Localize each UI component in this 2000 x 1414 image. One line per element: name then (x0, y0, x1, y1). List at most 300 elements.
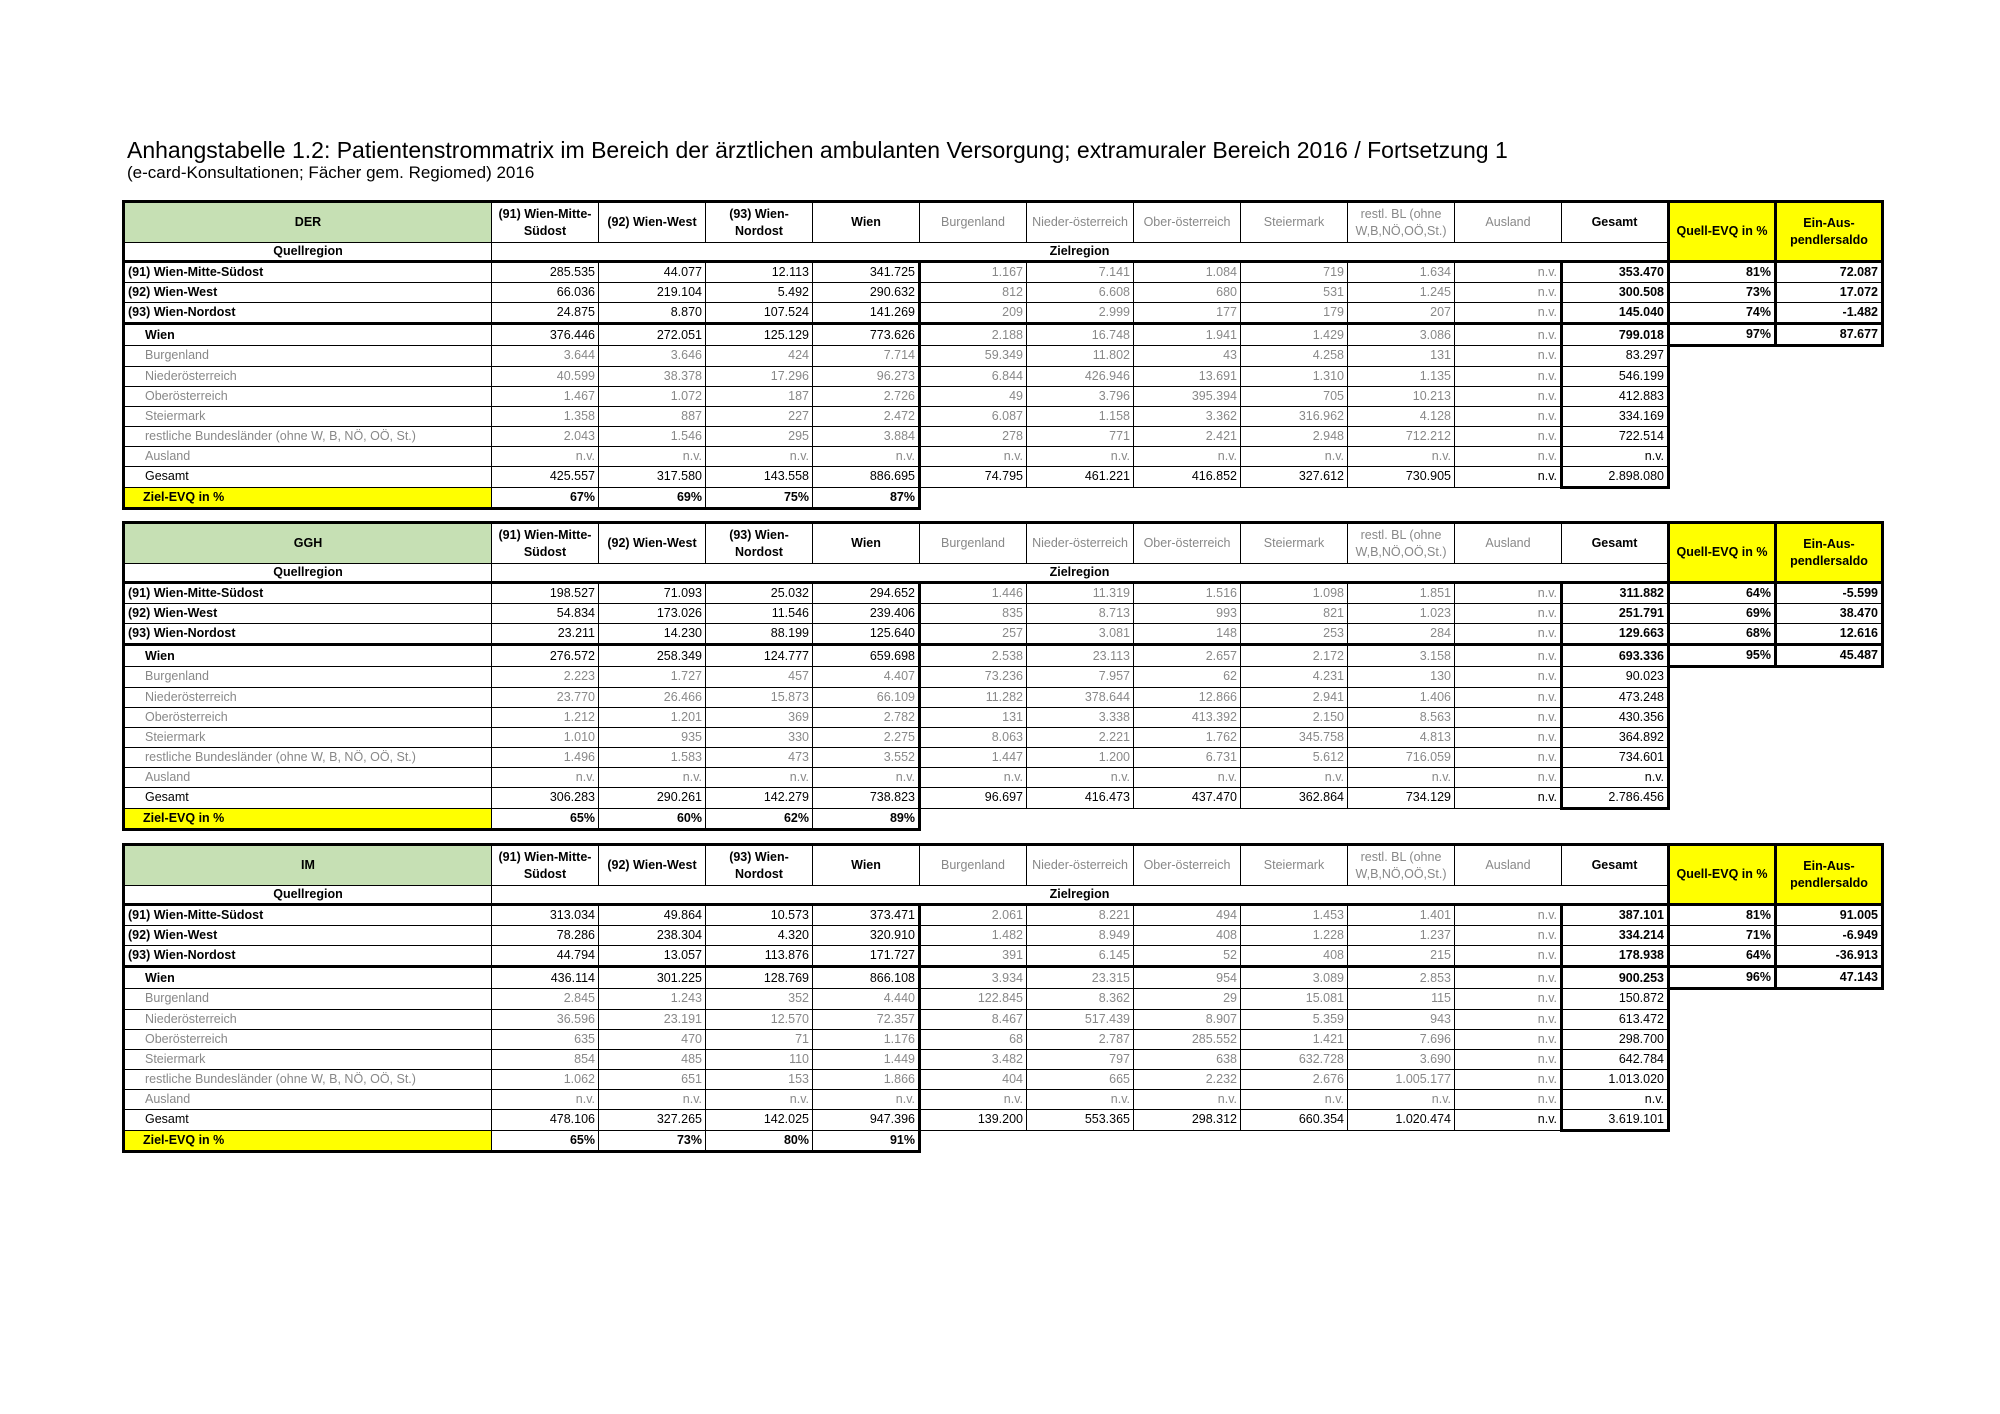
row-label: (91) Wien-Mitte-Südost (124, 262, 492, 283)
table-cell: 78.286 (492, 926, 599, 946)
table-cell: 680 (1134, 283, 1241, 303)
table-cell: 36.596 (492, 1009, 599, 1029)
table-cell: n.v. (1455, 989, 1562, 1010)
table-code: IM (124, 845, 492, 886)
row-label: Gesamt (124, 466, 492, 487)
table-cell: n.v. (706, 446, 813, 466)
table-cell: n.v. (1455, 667, 1562, 688)
table-cell: n.v. (1455, 767, 1562, 787)
table-cell: 285.535 (492, 262, 599, 283)
table-cell: 2.845 (492, 989, 599, 1010)
table-cell: 25.032 (706, 583, 813, 604)
table-cell: 1.167 (920, 262, 1027, 283)
table-cell: 2.538 (920, 645, 1027, 667)
row-label: Niederösterreich (124, 1009, 492, 1029)
table-cell: 4.320 (706, 926, 813, 946)
column-header-c11: Gesamt (1562, 523, 1669, 564)
row-label: Wien (124, 645, 492, 667)
table-row (124, 446, 1883, 466)
table-cell: 3.884 (813, 426, 920, 446)
table-cell: 143.558 (706, 466, 813, 487)
empty-cell (1669, 1009, 1776, 1029)
empty-cell (1027, 808, 1134, 829)
matrix-table-ggh (122, 521, 1877, 831)
empty-cell (1562, 808, 1669, 829)
table-cell: 1.005.177 (1348, 1069, 1455, 1089)
row-label: restliche Bundesländer (ohne W, B, NÖ, OÖ, St.) (124, 747, 492, 767)
table-cell: 1.072 (599, 386, 706, 406)
empty-cell (1134, 808, 1241, 829)
table-cell: 178.938 (1562, 946, 1669, 967)
table-row (124, 283, 1883, 303)
table-cell: 12.866 (1134, 687, 1241, 707)
table-cell: 13.057 (599, 946, 706, 967)
table-cell: 11.802 (1027, 346, 1134, 367)
table-cell: 327.265 (599, 1109, 706, 1130)
table-cell: 797 (1027, 1049, 1134, 1069)
table-cell: 88.199 (706, 624, 813, 645)
table-cell: 73% (1669, 283, 1776, 303)
table-cell: 330 (706, 727, 813, 747)
table-cell: n.v. (1348, 767, 1455, 787)
table-cell: 5.359 (1241, 1009, 1348, 1029)
table-cell: 705 (1241, 386, 1348, 406)
empty-cell (1027, 487, 1134, 508)
column-header-c10: Ausland (1455, 523, 1562, 564)
table-cell: 96.697 (920, 787, 1027, 808)
table-cell: 66.109 (813, 687, 920, 707)
table-cell: n.v. (1455, 303, 1562, 324)
table-cell: 835 (920, 604, 1027, 624)
table-cell: n.v. (1455, 446, 1562, 466)
table-cell: 72.087 (1776, 262, 1883, 283)
empty-cell (1027, 1130, 1134, 1151)
table-cell: n.v. (1562, 446, 1669, 466)
table-cell: 1.546 (599, 426, 706, 446)
empty-cell (1776, 1049, 1883, 1069)
table-row (124, 787, 1883, 808)
table-cell: 5.612 (1241, 747, 1348, 767)
ziel-evq-value: 73% (599, 1130, 706, 1151)
table-cell: 1.482 (920, 926, 1027, 946)
table-cell: n.v. (1455, 645, 1562, 667)
table-cell: n.v. (1027, 767, 1134, 787)
row-label: (91) Wien-Mitte-Südost (124, 583, 492, 604)
column-header-c11: Gesamt (1562, 202, 1669, 243)
empty-cell (1348, 808, 1455, 829)
table-cell: n.v. (1455, 727, 1562, 747)
document-title: Anhangstabelle 1.2: Patientenstrommatrix im Bereich der ärztlichen ambulanten Versorgung; extramuraler Bereich 2016 / Fortsetzung 1 (127, 137, 1508, 163)
ziel-evq-value: 75% (706, 487, 813, 508)
table-cell: 131 (1348, 346, 1455, 367)
table-cell: 298.700 (1562, 1029, 1669, 1049)
table-cell: 8.870 (599, 303, 706, 324)
table-cell: 8.563 (1348, 707, 1455, 727)
table-row (124, 727, 1883, 747)
empty-cell (1669, 366, 1776, 386)
table-row (124, 767, 1883, 787)
table-cell: 334.169 (1562, 406, 1669, 426)
table-cell: 4.440 (813, 989, 920, 1010)
ziel-evq-row (124, 808, 1883, 829)
ziel-evq-value: 80% (706, 1130, 813, 1151)
row-label: restliche Bundesländer (ohne W, B, NÖ, OÖ, St.) (124, 1069, 492, 1089)
table-cell: 1.467 (492, 386, 599, 406)
column-header-c4: Wien (813, 202, 920, 243)
table-cell: 1.020.474 (1348, 1109, 1455, 1130)
table-cell: 24.875 (492, 303, 599, 324)
table-cell: 3.552 (813, 747, 920, 767)
table-cell: 62 (1134, 667, 1241, 688)
table-cell: 638 (1134, 1049, 1241, 1069)
table-cell: 632.728 (1241, 1049, 1348, 1069)
table-cell: 5.492 (706, 283, 813, 303)
table-cell: n.v. (1562, 1089, 1669, 1109)
empty-cell (920, 808, 1027, 829)
empty-cell (1776, 446, 1883, 466)
table-cell: 341.725 (813, 262, 920, 283)
column-header-c12: Quell-EVQ in % (1669, 523, 1776, 583)
quellregion-label: Quellregion (124, 564, 492, 583)
ziel-evq-label: Ziel-EVQ in % (124, 487, 492, 508)
table-cell: 177 (1134, 303, 1241, 324)
table-row (124, 667, 1883, 688)
table-cell: n.v. (813, 1089, 920, 1109)
table-row (124, 366, 1883, 386)
table-cell: 391 (920, 946, 1027, 967)
table-cell: 2.150 (1241, 707, 1348, 727)
table-cell: 10.573 (706, 905, 813, 926)
table-cell: n.v. (920, 1089, 1027, 1109)
column-header-c2: (92) Wien-West (599, 523, 706, 564)
table-cell: n.v. (1455, 604, 1562, 624)
empty-cell (1776, 1009, 1883, 1029)
table-cell: 215 (1348, 946, 1455, 967)
table-cell: 954 (1134, 967, 1241, 989)
table-cell: 95% (1669, 645, 1776, 667)
table-cell: 45.487 (1776, 645, 1883, 667)
table-cell: 2.657 (1134, 645, 1241, 667)
column-header-c13: Ein-Aus-pendlersaldo (1776, 845, 1883, 905)
column-header-c10: Ausland (1455, 202, 1562, 243)
row-label: Burgenland (124, 989, 492, 1010)
table-cell: n.v. (492, 767, 599, 787)
empty-cell (1669, 1029, 1776, 1049)
row-label: restliche Bundesländer (ohne W, B, NÖ, OÖ, St.) (124, 426, 492, 446)
row-label: Gesamt (124, 787, 492, 808)
ziel-evq-value: 91% (813, 1130, 920, 1151)
table-cell: 693.336 (1562, 645, 1669, 667)
row-label: Steiermark (124, 727, 492, 747)
column-header-c8: Steiermark (1241, 523, 1348, 564)
table-cell: 1.762 (1134, 727, 1241, 747)
table-cell: 812 (920, 283, 1027, 303)
table-cell: 81% (1669, 262, 1776, 283)
empty-cell (1669, 727, 1776, 747)
table-cell: 40.599 (492, 366, 599, 386)
table-cell: 1.447 (920, 747, 1027, 767)
table-cell: 11.282 (920, 687, 1027, 707)
table-cell: 3.644 (492, 346, 599, 367)
table-cell: n.v. (813, 446, 920, 466)
table-cell: n.v. (599, 1089, 706, 1109)
table-cell: 712.212 (1348, 426, 1455, 446)
column-header-c2: (92) Wien-West (599, 845, 706, 886)
table-cell: n.v. (920, 767, 1027, 787)
column-header-c7: Ober-österreich (1134, 202, 1241, 243)
table-cell: 7.141 (1027, 262, 1134, 283)
table-cell: n.v. (1455, 1089, 1562, 1109)
table-cell: 83.297 (1562, 346, 1669, 367)
column-header-c13: Ein-Aus-pendlersaldo (1776, 523, 1883, 583)
table-row (124, 687, 1883, 707)
table-cell: 362.864 (1241, 787, 1348, 808)
ziel-evq-value: 67% (492, 487, 599, 508)
empty-cell (1669, 687, 1776, 707)
table-cell: n.v. (1455, 346, 1562, 367)
matrix-table-im (122, 843, 1877, 1153)
table-cell: n.v. (1241, 767, 1348, 787)
empty-cell (1776, 787, 1883, 808)
table-cell: 13.691 (1134, 366, 1241, 386)
empty-cell (1348, 487, 1455, 508)
table-cell: n.v. (813, 767, 920, 787)
table-cell: 364.892 (1562, 727, 1669, 747)
table-cell: 207 (1348, 303, 1455, 324)
table-cell: 771 (1027, 426, 1134, 446)
table-cell: n.v. (1241, 1089, 1348, 1109)
row-label: (92) Wien-West (124, 604, 492, 624)
table-cell: 239.406 (813, 604, 920, 624)
empty-cell (1669, 989, 1776, 1010)
table-cell: 854 (492, 1049, 599, 1069)
table-cell: 71 (706, 1029, 813, 1049)
table-cell: 150.872 (1562, 989, 1669, 1010)
table-cell: 107.524 (706, 303, 813, 324)
table-cell: 1.516 (1134, 583, 1241, 604)
table-cell: 294.652 (813, 583, 920, 604)
table-cell: 1.866 (813, 1069, 920, 1089)
table-cell: 96.273 (813, 366, 920, 386)
table-cell: 97% (1669, 324, 1776, 346)
table-cell: 387.101 (1562, 905, 1669, 926)
table-cell: 430.356 (1562, 707, 1669, 727)
column-header-c8: Steiermark (1241, 845, 1348, 886)
table-cell: 311.882 (1562, 583, 1669, 604)
table-cell: n.v. (1455, 426, 1562, 446)
ziel-evq-row (124, 1130, 1883, 1151)
ziel-evq-row (124, 487, 1883, 508)
table-cell: n.v. (1455, 787, 1562, 808)
table-row (124, 1009, 1883, 1029)
table-cell: 327.612 (1241, 466, 1348, 487)
ziel-evq-value: 60% (599, 808, 706, 829)
ziel-evq-value: 69% (599, 487, 706, 508)
table-cell: 553.365 (1027, 1109, 1134, 1130)
table-cell: n.v. (1455, 406, 1562, 426)
table-cell: 17.072 (1776, 283, 1883, 303)
table-row (124, 1089, 1883, 1109)
column-header-c5: Burgenland (920, 845, 1027, 886)
table-cell: 153 (706, 1069, 813, 1089)
table-cell: 730.905 (1348, 466, 1455, 487)
table-cell: 16.748 (1027, 324, 1134, 346)
table-cell: 494 (1134, 905, 1241, 926)
table-cell: 3.646 (599, 346, 706, 367)
table-cell: n.v. (920, 446, 1027, 466)
empty-cell (1776, 1069, 1883, 1089)
table-cell: n.v. (1134, 446, 1241, 466)
column-header-c6: Nieder-österreich (1027, 523, 1134, 564)
table-cell: 8.907 (1134, 1009, 1241, 1029)
table-cell: 635 (492, 1029, 599, 1049)
quellregion-label: Quellregion (124, 243, 492, 262)
table-cell: 416.473 (1027, 787, 1134, 808)
table-cell: 124.777 (706, 645, 813, 667)
table-cell: 148 (1134, 624, 1241, 645)
table-cell: 290.261 (599, 787, 706, 808)
table-cell: n.v. (492, 446, 599, 466)
table-cell: 71.093 (599, 583, 706, 604)
table-cell: 1.941 (1134, 324, 1241, 346)
table-cell: 91.005 (1776, 905, 1883, 926)
table-cell: 298.312 (1134, 1109, 1241, 1130)
table-cell: n.v. (1241, 446, 1348, 466)
table-row (124, 386, 1883, 406)
table-cell: 1.243 (599, 989, 706, 1010)
table-cell: 6.844 (920, 366, 1027, 386)
table-cell: 74.795 (920, 466, 1027, 487)
table-cell: 1.401 (1348, 905, 1455, 926)
table-row (124, 926, 1883, 946)
table-cell: n.v. (1455, 1069, 1562, 1089)
empty-cell (1562, 1130, 1669, 1151)
empty-cell (1776, 1029, 1883, 1049)
empty-cell (1669, 1109, 1776, 1130)
table-cell: 96% (1669, 967, 1776, 989)
table-cell: 1.228 (1241, 926, 1348, 946)
empty-cell (1776, 767, 1883, 787)
table-cell: 2.172 (1241, 645, 1348, 667)
row-label: (91) Wien-Mitte-Südost (124, 905, 492, 926)
table-cell: n.v. (1027, 1089, 1134, 1109)
column-header-c2: (92) Wien-West (599, 202, 706, 243)
table-cell: 257 (920, 624, 1027, 645)
ziel-evq-value: 62% (706, 808, 813, 829)
zielregion-label: Zielregion (492, 564, 1669, 583)
row-label: (92) Wien-West (124, 926, 492, 946)
table-cell: 485 (599, 1049, 706, 1069)
table-cell: 26.466 (599, 687, 706, 707)
table-cell: n.v. (1455, 946, 1562, 967)
table-cell: 3.362 (1134, 406, 1241, 426)
table-cell: 993 (1134, 604, 1241, 624)
table-cell: 29 (1134, 989, 1241, 1010)
table-cell: 943 (1348, 1009, 1455, 1029)
table-cell: 44.077 (599, 262, 706, 283)
table-cell: -5.599 (1776, 583, 1883, 604)
table-cell: 142.025 (706, 1109, 813, 1130)
table-cell: 425.557 (492, 466, 599, 487)
table-cell: 10.213 (1348, 386, 1455, 406)
empty-cell (1562, 487, 1669, 508)
table-cell: 1.200 (1027, 747, 1134, 767)
table-cell: 129.663 (1562, 624, 1669, 645)
table-cell: 3.482 (920, 1049, 1027, 1069)
ziel-evq-value: 65% (492, 808, 599, 829)
column-header-c1: (91) Wien-Mitte-Südost (492, 202, 599, 243)
empty-cell (1455, 808, 1562, 829)
row-label: Ausland (124, 767, 492, 787)
table-cell: 12.113 (706, 262, 813, 283)
table-row (124, 905, 1883, 926)
zielregion-label: Zielregion (492, 243, 1669, 262)
table-cell: 1.010 (492, 727, 599, 747)
table-cell: 1.449 (813, 1049, 920, 1069)
empty-cell (1776, 707, 1883, 727)
table-cell: 416.852 (1134, 466, 1241, 487)
table-cell: 7.696 (1348, 1029, 1455, 1049)
table-cell: 1.634 (1348, 262, 1455, 283)
column-header-c13: Ein-Aus-pendlersaldo (1776, 202, 1883, 262)
ziel-evq-label: Ziel-EVQ in % (124, 808, 492, 829)
column-header-c3: (93) Wien-Nordost (706, 845, 813, 886)
table-cell: 6.608 (1027, 283, 1134, 303)
table-cell: n.v. (1455, 687, 1562, 707)
table-cell: 66.036 (492, 283, 599, 303)
document-subtitle: (e-card-Konsultationen; Fächer gem. Regiomed) 2016 (127, 163, 535, 182)
table-cell: 69% (1669, 604, 1776, 624)
table-cell: 278 (920, 426, 1027, 446)
table-cell: 272.051 (599, 324, 706, 346)
table-cell: 412.883 (1562, 386, 1669, 406)
table-cell: 49.864 (599, 905, 706, 926)
table-cell: n.v. (1455, 707, 1562, 727)
table-cell: 74% (1669, 303, 1776, 324)
table-cell: 2.221 (1027, 727, 1134, 747)
empty-cell (1669, 747, 1776, 767)
empty-cell (1669, 767, 1776, 787)
table-row (124, 624, 1883, 645)
row-label: Steiermark (124, 406, 492, 426)
ziel-evq-value: 65% (492, 1130, 599, 1151)
empty-cell (1134, 487, 1241, 508)
row-label: Oberösterreich (124, 707, 492, 727)
table-cell: 38.378 (599, 366, 706, 386)
table-cell: 378.644 (1027, 687, 1134, 707)
table-cell: 44.794 (492, 946, 599, 967)
table-cell: 2.853 (1348, 967, 1455, 989)
table-cell: 71% (1669, 926, 1776, 946)
empty-cell (920, 487, 1027, 508)
table-cell: n.v. (1455, 967, 1562, 989)
table-cell: 47.143 (1776, 967, 1883, 989)
quellregion-label: Quellregion (124, 886, 492, 905)
table-cell: 8.713 (1027, 604, 1134, 624)
table-cell: 81% (1669, 905, 1776, 926)
empty-cell (1669, 466, 1776, 487)
table-row (124, 707, 1883, 727)
table-cell: 8.221 (1027, 905, 1134, 926)
table-cell: 12.616 (1776, 624, 1883, 645)
empty-cell (1241, 487, 1348, 508)
empty-cell (1776, 989, 1883, 1010)
row-label: Ausland (124, 446, 492, 466)
table-code: DER (124, 202, 492, 243)
table-row (124, 989, 1883, 1010)
table-cell: 54.834 (492, 604, 599, 624)
empty-cell (1669, 808, 1776, 829)
